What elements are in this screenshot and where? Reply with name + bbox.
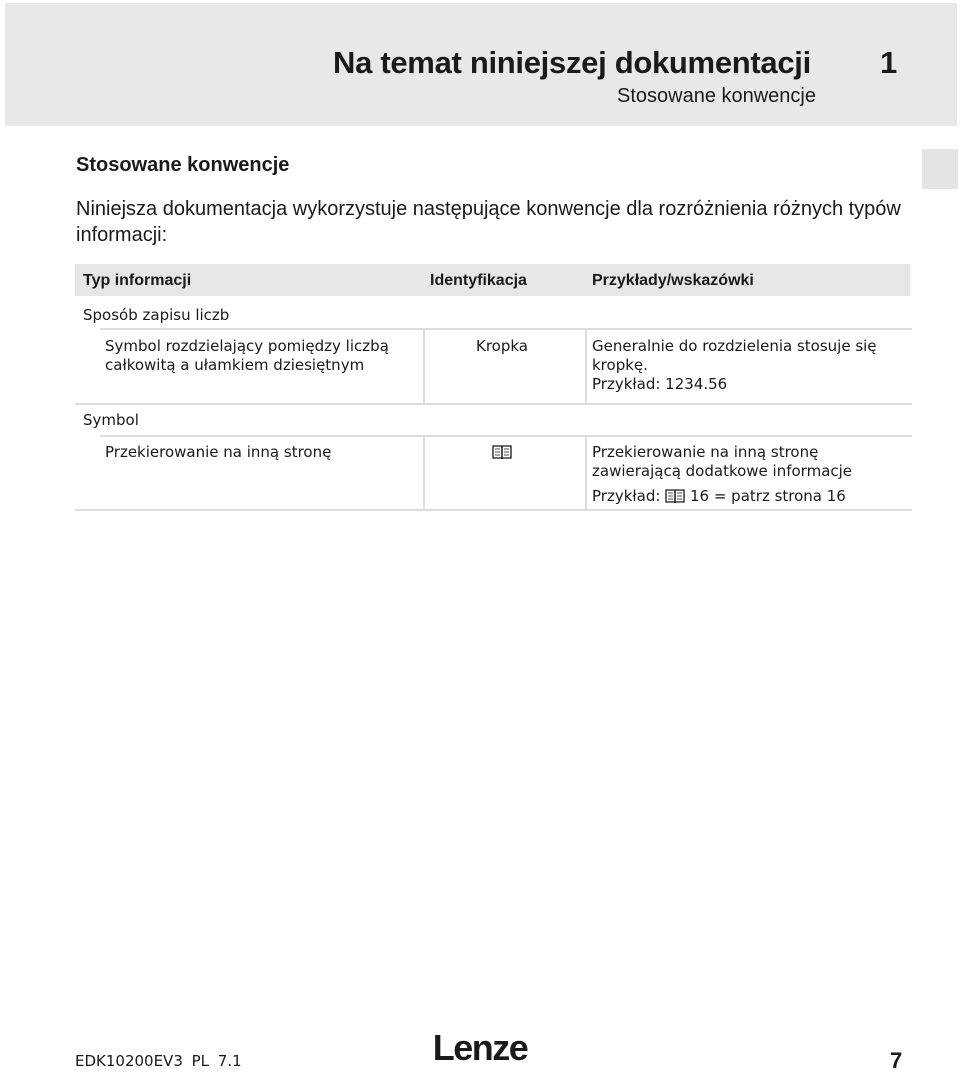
page-number: 7 <box>890 1048 903 1073</box>
example-line: Przykład: 1234.56 <box>592 375 728 393</box>
document-code: EDK10200EV3 PL 7.1 <box>75 1052 242 1070</box>
column-header-examples: Przykłady/wskazówki <box>592 272 754 289</box>
table-row-example <box>592 337 902 394</box>
row-divider <box>75 403 912 405</box>
example-prefix: Przykład: <box>592 487 661 505</box>
row-divider <box>100 328 912 330</box>
table-row-identification: Kropka <box>476 337 528 355</box>
book-icon <box>665 488 685 504</box>
lenze-logo: Lenze <box>432 1027 528 1068</box>
column-divider <box>423 437 425 509</box>
chapter-title: Na temat niniejszej dokumentacji <box>333 45 811 80</box>
book-icon <box>492 444 512 460</box>
example-line <box>592 487 892 506</box>
intro-paragraph: Niniejsza dokumentacja wykorzystuje następujące konwencje dla rozróżnienia różnych typów informacji: <box>76 198 901 246</box>
chapter-thumb-tab <box>922 149 958 189</box>
row-divider <box>100 435 912 437</box>
chapter-number: 1 <box>880 45 898 80</box>
table-row-type: Przekierowanie na inną stronę <box>105 443 332 461</box>
column-divider <box>585 330 587 403</box>
table-row-type: Symbol rozdzielający pomiędzy liczbą całkowitą a ułamkiem dziesiętnym <box>105 337 389 374</box>
group-title-symbol: Symbol <box>83 411 139 429</box>
example-suffix: 16 = patrz strona 16 <box>689 487 846 505</box>
example-line: Generalnie do rozdzielenia stosuje się kropkę. <box>592 337 877 374</box>
column-header-identification: Identyfikacja <box>430 272 527 289</box>
column-header-type: Typ informacji <box>83 272 192 289</box>
column-divider <box>423 330 425 403</box>
chapter-subtitle: Stosowane konwencje <box>616 85 816 107</box>
section-heading: Stosowane konwencje <box>76 154 290 176</box>
group-title-number-notation: Sposób zapisu liczb <box>83 306 230 324</box>
table-row-example <box>592 443 892 506</box>
column-divider <box>585 437 587 509</box>
table-row-identification <box>492 443 512 462</box>
table-bottom-border <box>75 509 912 511</box>
example-line: Przekierowanie na inną stronę zawierającą dodatkowe informacje <box>592 443 853 480</box>
